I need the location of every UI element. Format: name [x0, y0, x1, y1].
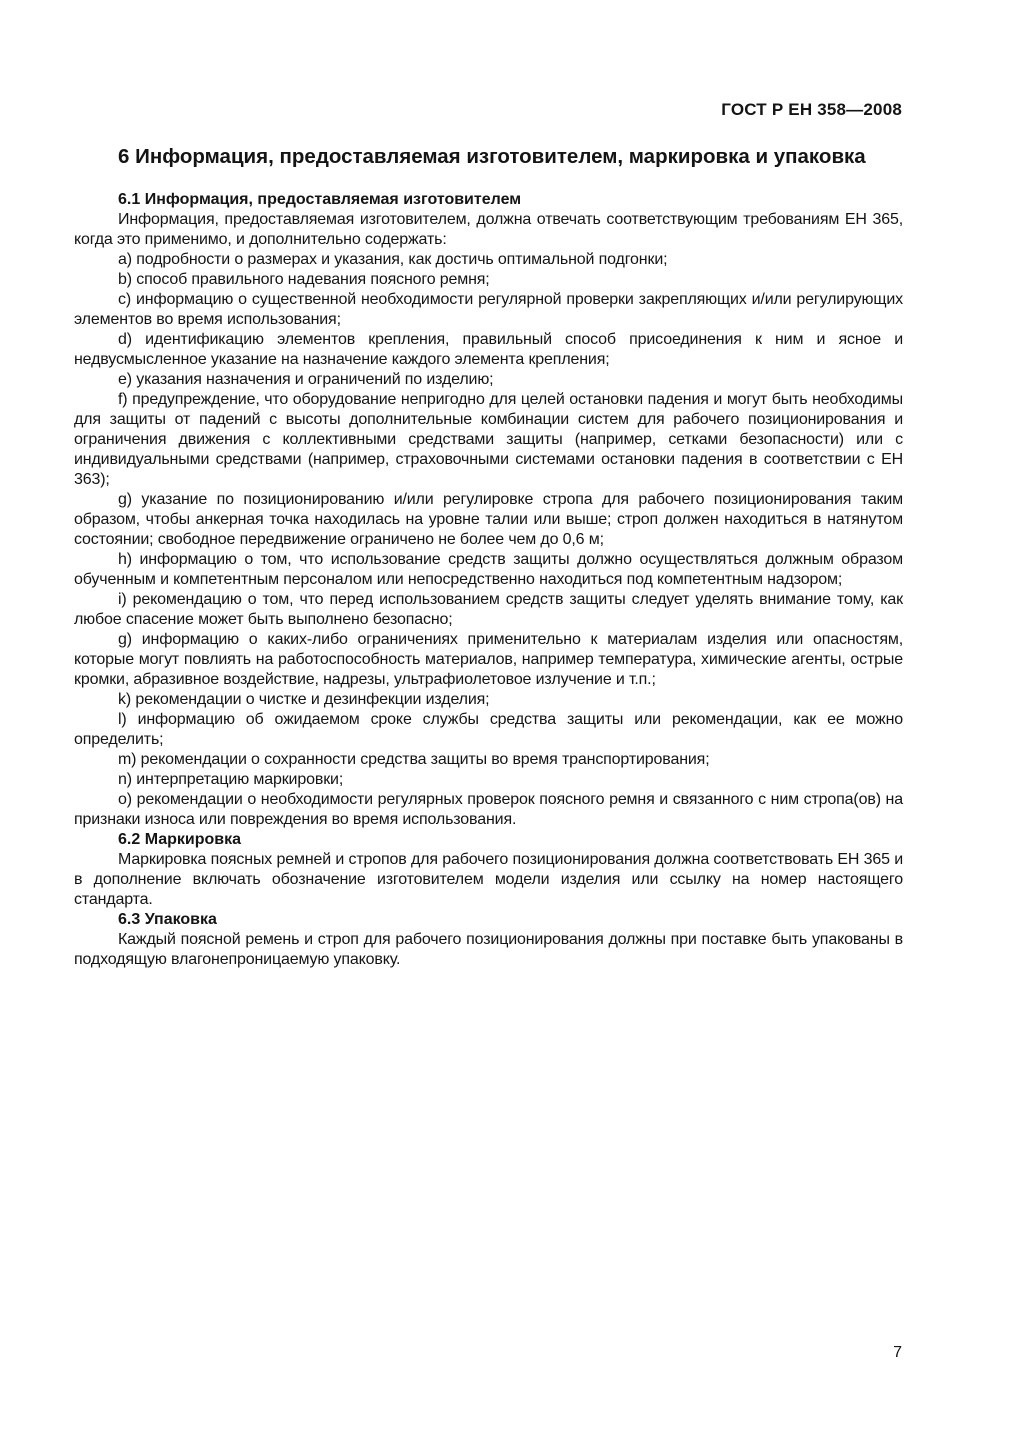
list-item-g: g) указание по позиционированию и/или регулировке стропа для рабочего позиционирования таким образом, чтобы анкерная точка находилась на уровне талии или выше; строп должен находиться в натянутом состоянии; свободное передвижение ограничено не более чем до 0,6 м;: [74, 491, 903, 548]
list-item-j: g) информацию о каких-либо ограничениях применительно к материалам изделия или опасностям, которые могут повлиять на работоспособность материалов, например температура, химические агенты, острые кромки, абразивное воздействие, надрезы, ультрафиолетовое излучение и т.п.;: [74, 631, 903, 688]
subsection-heading-6-3: 6.3 Упаковка: [118, 911, 217, 928]
list-item-l: l) информацию об ожидаемом сроке службы средства защиты или рекомендации, как ее можно определить;: [74, 711, 903, 748]
paragraph-marking: Маркировка поясных ремней и стропов для рабочего позиционирования должна соответствовать ЕН 365 и в дополнение включать обозначение изготовителем модели изделия или ссылку на номер настоящего стандарта.: [74, 851, 903, 908]
list-item-m: m) рекомендации о сохранности средства защиты во время транспортирования;: [118, 751, 710, 768]
list-item-f: f) предупреждение, что оборудование непригодно для целей остановки падения и могут быть необходимы для защиты от падений с высоты дополнительные комбинации систем для рабочего позиционирования и ограничения движения с коллективными средствами защиты (например, сетками безопасности) или с индивидуальными средствами (например, страховочными системами остановки падения в соответствии с ЕН 363);: [74, 391, 903, 488]
list-item-c: c) информацию о существенной необходимости регулярной проверки закрепляющих и/или регулирующих элементов во время использования;: [74, 291, 903, 328]
list-item-k: k) рекомендации о чистке и дезинфекции изделия;: [118, 691, 490, 708]
list-item-d: d) идентификацию элементов крепления, правильный способ присоединения к ним и ясное и недвусмысленное указание на назначение каждого элемента крепления;: [74, 331, 903, 368]
subsection-heading-6-2: 6.2 Маркировка: [118, 831, 242, 848]
list-item-h: h) информацию о том, что использование средств защиты должно осуществляться должным образом обученным и компетентным персоналом или непосредственно находиться под компетентным надзором;: [74, 551, 903, 588]
subsection-heading-6-1: 6.1 Информация, предоставляемая изготовителем: [118, 191, 522, 208]
list-item-o: o) рекомендации о необходимости регулярных проверок поясного ремня и связанного с ним стропа(ов) на признаки износа или повреждения во время использования.: [74, 791, 903, 828]
paragraph-packaging: Каждый поясной ремень и строп для рабочего позиционирования должны при поставке быть упакованы в подходящую влагонепроницаемую упаковку.: [74, 931, 903, 968]
list-item-a: a) подробности о размерах и указания, как достичь оптимальной подгонки;: [118, 251, 668, 268]
list-item-i: i) рекомендацию о том, что перед использованием средств защиты следует уделять внимание тому, как любое спасение может быть выполнено безопасно;: [74, 591, 903, 628]
section-body: [74, 190, 903, 970]
list-item-n: n) интерпретацию маркировки;: [118, 771, 344, 788]
list-item-b: b) способ правильного надевания поясного ремня;: [118, 271, 490, 288]
page-number: 7: [893, 1344, 902, 1361]
list-item-e: e) указания назначения и ограничений по изделию;: [118, 371, 494, 388]
section-title: 6 Информация, предоставляемая изготовителем, маркировка и упаковка: [118, 145, 866, 168]
paragraph-intro: Информация, предоставляемая изготовителем, должна отвечать соответствующим требованиям ЕН 365, когда это применимо, и дополнительно содержать:: [74, 211, 903, 248]
document-code: ГОСТ Р ЕН 358—2008: [721, 100, 902, 119]
